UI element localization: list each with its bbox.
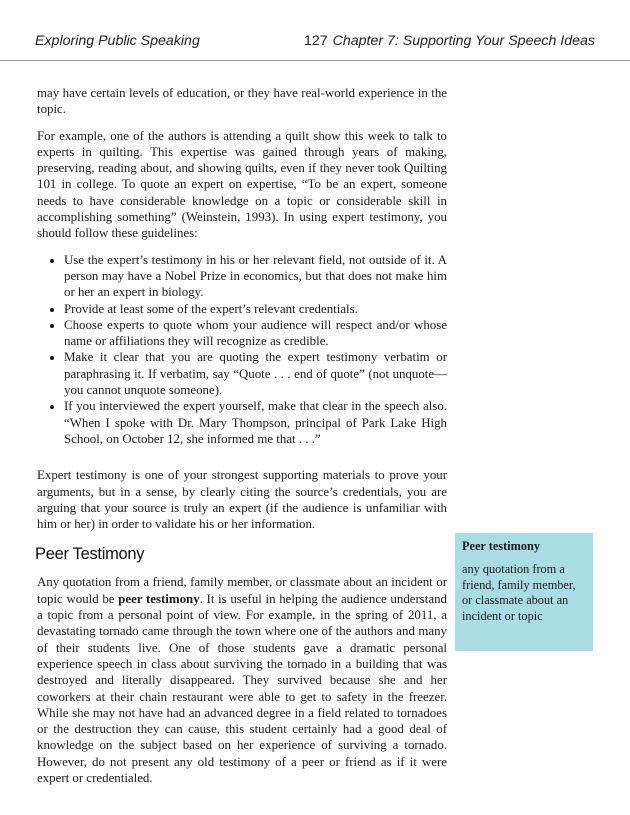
key-term: peer testimony	[118, 591, 200, 606]
main-text-column	[37, 85, 447, 796]
peer-testimony-paragraph	[37, 574, 447, 786]
guideline-item: • Make it clear that you are quoting the expert testimony verbatim or paraphrasing it. If verbatim, say “Quote . . . end of quote” (not unquote—you cannot unquote someone).	[64, 349, 447, 398]
guideline-item: • Provide at least some of the expert’s relevant credentials.	[64, 301, 447, 317]
glossary-sidebar	[455, 533, 593, 651]
guideline-item: • Use the expert’s testimony in his or her relevant field, not outside of it. A person may have a Nobel Prize in economics, but that does not make him or her an expert in biology.	[64, 252, 447, 301]
page-number: 127	[304, 33, 328, 49]
guidelines-list	[37, 252, 447, 448]
guideline-item: • Choose experts to quote whom your audience will respect and/or whose name or affiliations they will recognize as credible.	[64, 317, 447, 350]
paragraph-lead: Any quotation from a friend, family member, or classmate about an incident or topic would be	[37, 575, 447, 606]
guideline-item: • If you interviewed the expert yourself, make that clear in the speech also. “When I spoke with Dr. Mary Thompson, principal of Park Lake High School, on October 12, she informed me that . . .”	[64, 398, 447, 447]
header-divider	[0, 60, 630, 61]
running-header	[35, 33, 595, 53]
chapter-title: Chapter 7: Supporting Your Speech Ideas	[332, 33, 595, 49]
intro-paragraph-2: For example, one of the authors is attending a quilt show this week to talk to experts in quilting. This expertise was gained through years of making, preserving, reading about, and showing quilts, even if they never took Quilting 101 in college. To quote an expert on expertise, “To be an expert, someone needs to have considerable knowledge on a topic or considerable skill in accomplishing something” (Weinstein, 1993). In using expert testimony, you should follow these guidelines:	[37, 128, 447, 241]
sidebar-term: Peer testimony	[462, 539, 540, 553]
section-heading: Peer Testimony	[35, 545, 145, 564]
book-title: Exploring Public Speaking	[35, 33, 200, 49]
closing-paragraph: Expert testimony is one of your strongest supporting materials to prove your arguments, but in a sense, by clearly citing the source’s credentials, you are arguing that your source is truly an expert (if the audience is unfamiliar with him or her) in order to validate his or her information.	[37, 468, 447, 532]
paragraph-rest: . It is useful in helping the audience understand a topic from a personal point of view. For example, in the spring of 2011, a devastating tornado came through the town where one of the authors and many of their students live. One of those students gave a dramatic personal experience speech in class about surviving the tornado in a building that was destroyed and literally disappeared. They survived because she and her coworkers at their chain restaurant were able to get to safety in the freezer. While she may not have had an advanced degree in a field related to tornadoes or the destruction they can cause, this student certainly had a good deal of knowledge on the subject based on her experience of surviving a tornado. However, do not present any old testimony of a peer or friend as if it were expert or credentialed.	[37, 591, 447, 785]
intro-paragraph-1: may have certain levels of education, or they have real-world experience in the topic.	[37, 86, 447, 117]
sidebar-definition: any quotation from a friend, family member, or classmate about an incident or topic	[462, 562, 576, 623]
